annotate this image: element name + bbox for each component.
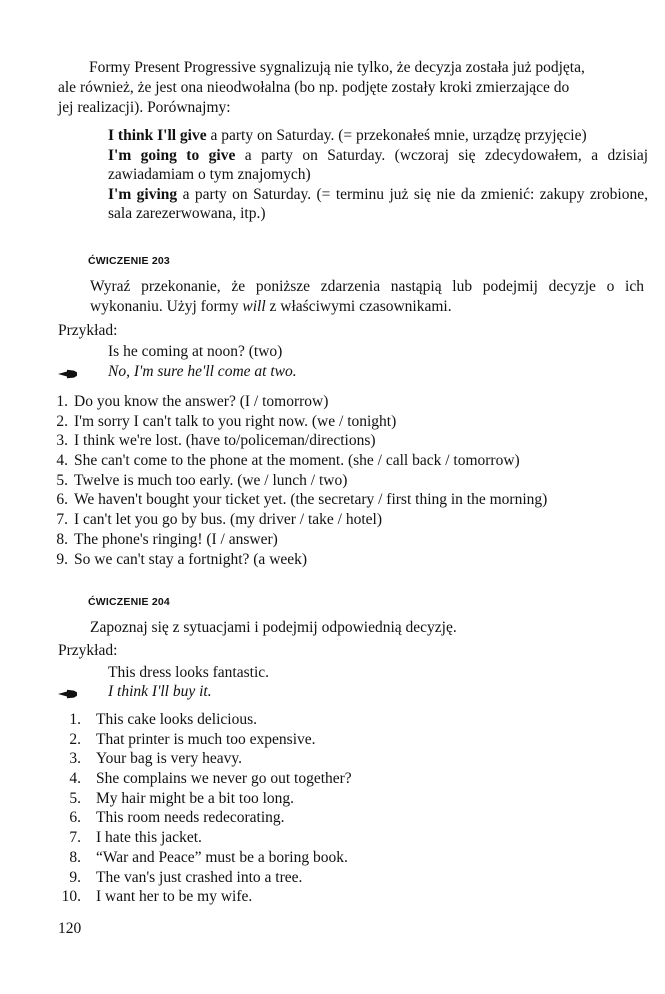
item-number: 8. — [56, 530, 68, 548]
instruction-part-a: Wyraź przekonanie, że poniższe zdarzenia nastąpią lub podejmij decyzje o ich wykonaniu. Użyj formy — [90, 278, 644, 315]
list-item — [58, 730, 648, 750]
item-text: Twelve is much too early. (we / lunch / two) — [74, 471, 348, 489]
comparison-example-1 — [108, 126, 648, 146]
list-item — [58, 431, 648, 451]
example-rest: a party on Saturday. (= terminu już się nie da zmienić: zakupy zrobione, sala zarezerwowana, itp.) — [108, 185, 648, 222]
list-item — [58, 550, 648, 570]
item-number: 2. — [69, 730, 81, 748]
item-number: 4. — [69, 770, 81, 788]
page-number: 120 — [58, 920, 82, 937]
list-item — [58, 490, 648, 510]
exercise-203-items — [58, 392, 648, 569]
item-text: She complains we never go out together? — [96, 770, 352, 788]
exercise-204-example-sentence: This dress looks fantastic. — [108, 664, 270, 681]
exercise-203-heading: ĆWICZENIE 203 — [88, 255, 170, 267]
list-item — [58, 451, 648, 471]
item-number: 2. — [56, 412, 68, 430]
item-number: 6. — [69, 809, 81, 827]
example-rest: a party on Saturday. (= przekonałeś mnie, urządzę przyjęcie) — [206, 127, 587, 144]
item-number: 3. — [69, 750, 81, 768]
list-item — [58, 848, 648, 868]
list-item — [58, 471, 648, 491]
list-item — [58, 710, 648, 730]
item-text: Your bag is very heavy. — [96, 750, 242, 768]
list-item — [58, 749, 648, 769]
item-text: The van's just crashed into a tree. — [96, 868, 303, 886]
item-number: 8. — [69, 848, 81, 866]
list-item — [58, 887, 648, 907]
example-bold: I'm going to give — [108, 146, 236, 164]
exercise-203-example-question: Is he coming at noon? (two) — [108, 343, 283, 360]
list-item — [58, 392, 648, 412]
item-number: 9. — [69, 868, 81, 886]
list-item — [58, 769, 648, 789]
item-text: This room needs redecorating. — [96, 809, 285, 827]
pointing-hand-icon — [58, 689, 78, 699]
item-number: 5. — [69, 789, 81, 807]
exercise-203-example-answer: No, I'm sure he'll come at two. — [108, 363, 297, 380]
item-number: 5. — [56, 471, 68, 489]
exercise-204-example-answer: I think I'll buy it. — [108, 683, 212, 700]
item-text: “War and Peace” must be a boring book. — [96, 848, 348, 866]
item-number: 1. — [56, 393, 68, 410]
intro-line-2: ale również, że jest ona nieodwołalna (bo np. podjęte zostały kroki zmierzające do — [58, 79, 570, 96]
item-number: 7. — [69, 829, 81, 847]
item-number: 9. — [56, 550, 68, 568]
list-item — [58, 828, 648, 848]
item-text: This cake looks delicious. — [96, 711, 257, 728]
example-rest: a party on Saturday. (wczoraj się zdecydowałem, a dzisiaj zawiadamiam o tym znajomych) — [108, 146, 649, 183]
item-text: We haven't bought your ticket yet. (the secretary / first thing in the morning) — [74, 491, 548, 509]
item-text: My hair might be a bit too long. — [96, 789, 295, 807]
item-text: Do you know the answer? (I / tomorrow) — [74, 393, 329, 410]
item-text: I can't let you go by bus. (my driver / take / hotel) — [74, 511, 382, 529]
item-text: I think we're lost. (have to/policeman/directions) — [74, 432, 376, 450]
pointing-hand-icon — [58, 369, 78, 379]
list-item — [58, 808, 648, 828]
item-text: I hate this jacket. — [96, 829, 202, 847]
exercise-203-instruction — [90, 277, 644, 317]
item-number: 1. — [69, 711, 81, 728]
exercise-204-items — [58, 710, 648, 907]
item-text: I want her to be my wife. — [96, 888, 253, 906]
comparison-example-3 — [108, 185, 648, 224]
comparison-examples — [108, 126, 648, 224]
item-number: 7. — [56, 511, 68, 529]
intro-line-1: Formy Present Progressive sygnalizują nie tylko, że decyzja została już podjęta, — [89, 59, 585, 76]
item-text: The phone's ringing! (I / answer) — [74, 530, 278, 548]
list-item — [58, 868, 648, 888]
list-item — [58, 510, 648, 530]
exercise-203-example-label: Przykład: — [58, 322, 118, 339]
list-item — [58, 789, 648, 809]
item-text: She can't come to the phone at the moment. (she / call back / tomorrow) — [74, 452, 520, 470]
item-number: 6. — [56, 491, 68, 509]
item-text: I'm sorry I can't talk to you right now. (we / tonight) — [74, 412, 397, 430]
item-text: So we can't stay a fortnight? (a week) — [74, 550, 308, 568]
item-number: 3. — [56, 432, 68, 450]
exercise-204-heading: ĆWICZENIE 204 — [88, 596, 170, 608]
item-text: That printer is much too expensive. — [96, 730, 316, 748]
example-bold: I think I'll give — [108, 127, 207, 144]
item-number: 10. — [61, 888, 81, 906]
intro-line-3: jej realizacji). Porównajmy: — [58, 99, 231, 116]
item-number: 4. — [56, 452, 68, 470]
list-item — [58, 412, 648, 432]
instruction-will: will — [242, 298, 266, 315]
intro-paragraph — [58, 58, 644, 118]
example-bold: I'm giving — [108, 185, 178, 203]
list-item — [58, 530, 648, 550]
instruction-part-b: z właściwymi czasownikami. — [265, 298, 452, 315]
exercise-204-example-label: Przykład: — [58, 642, 118, 659]
comparison-example-2 — [108, 146, 648, 185]
exercise-204-instruction: Zapoznaj się z sytuacjami i podejmij odpowiednią decyzję. — [90, 619, 457, 636]
